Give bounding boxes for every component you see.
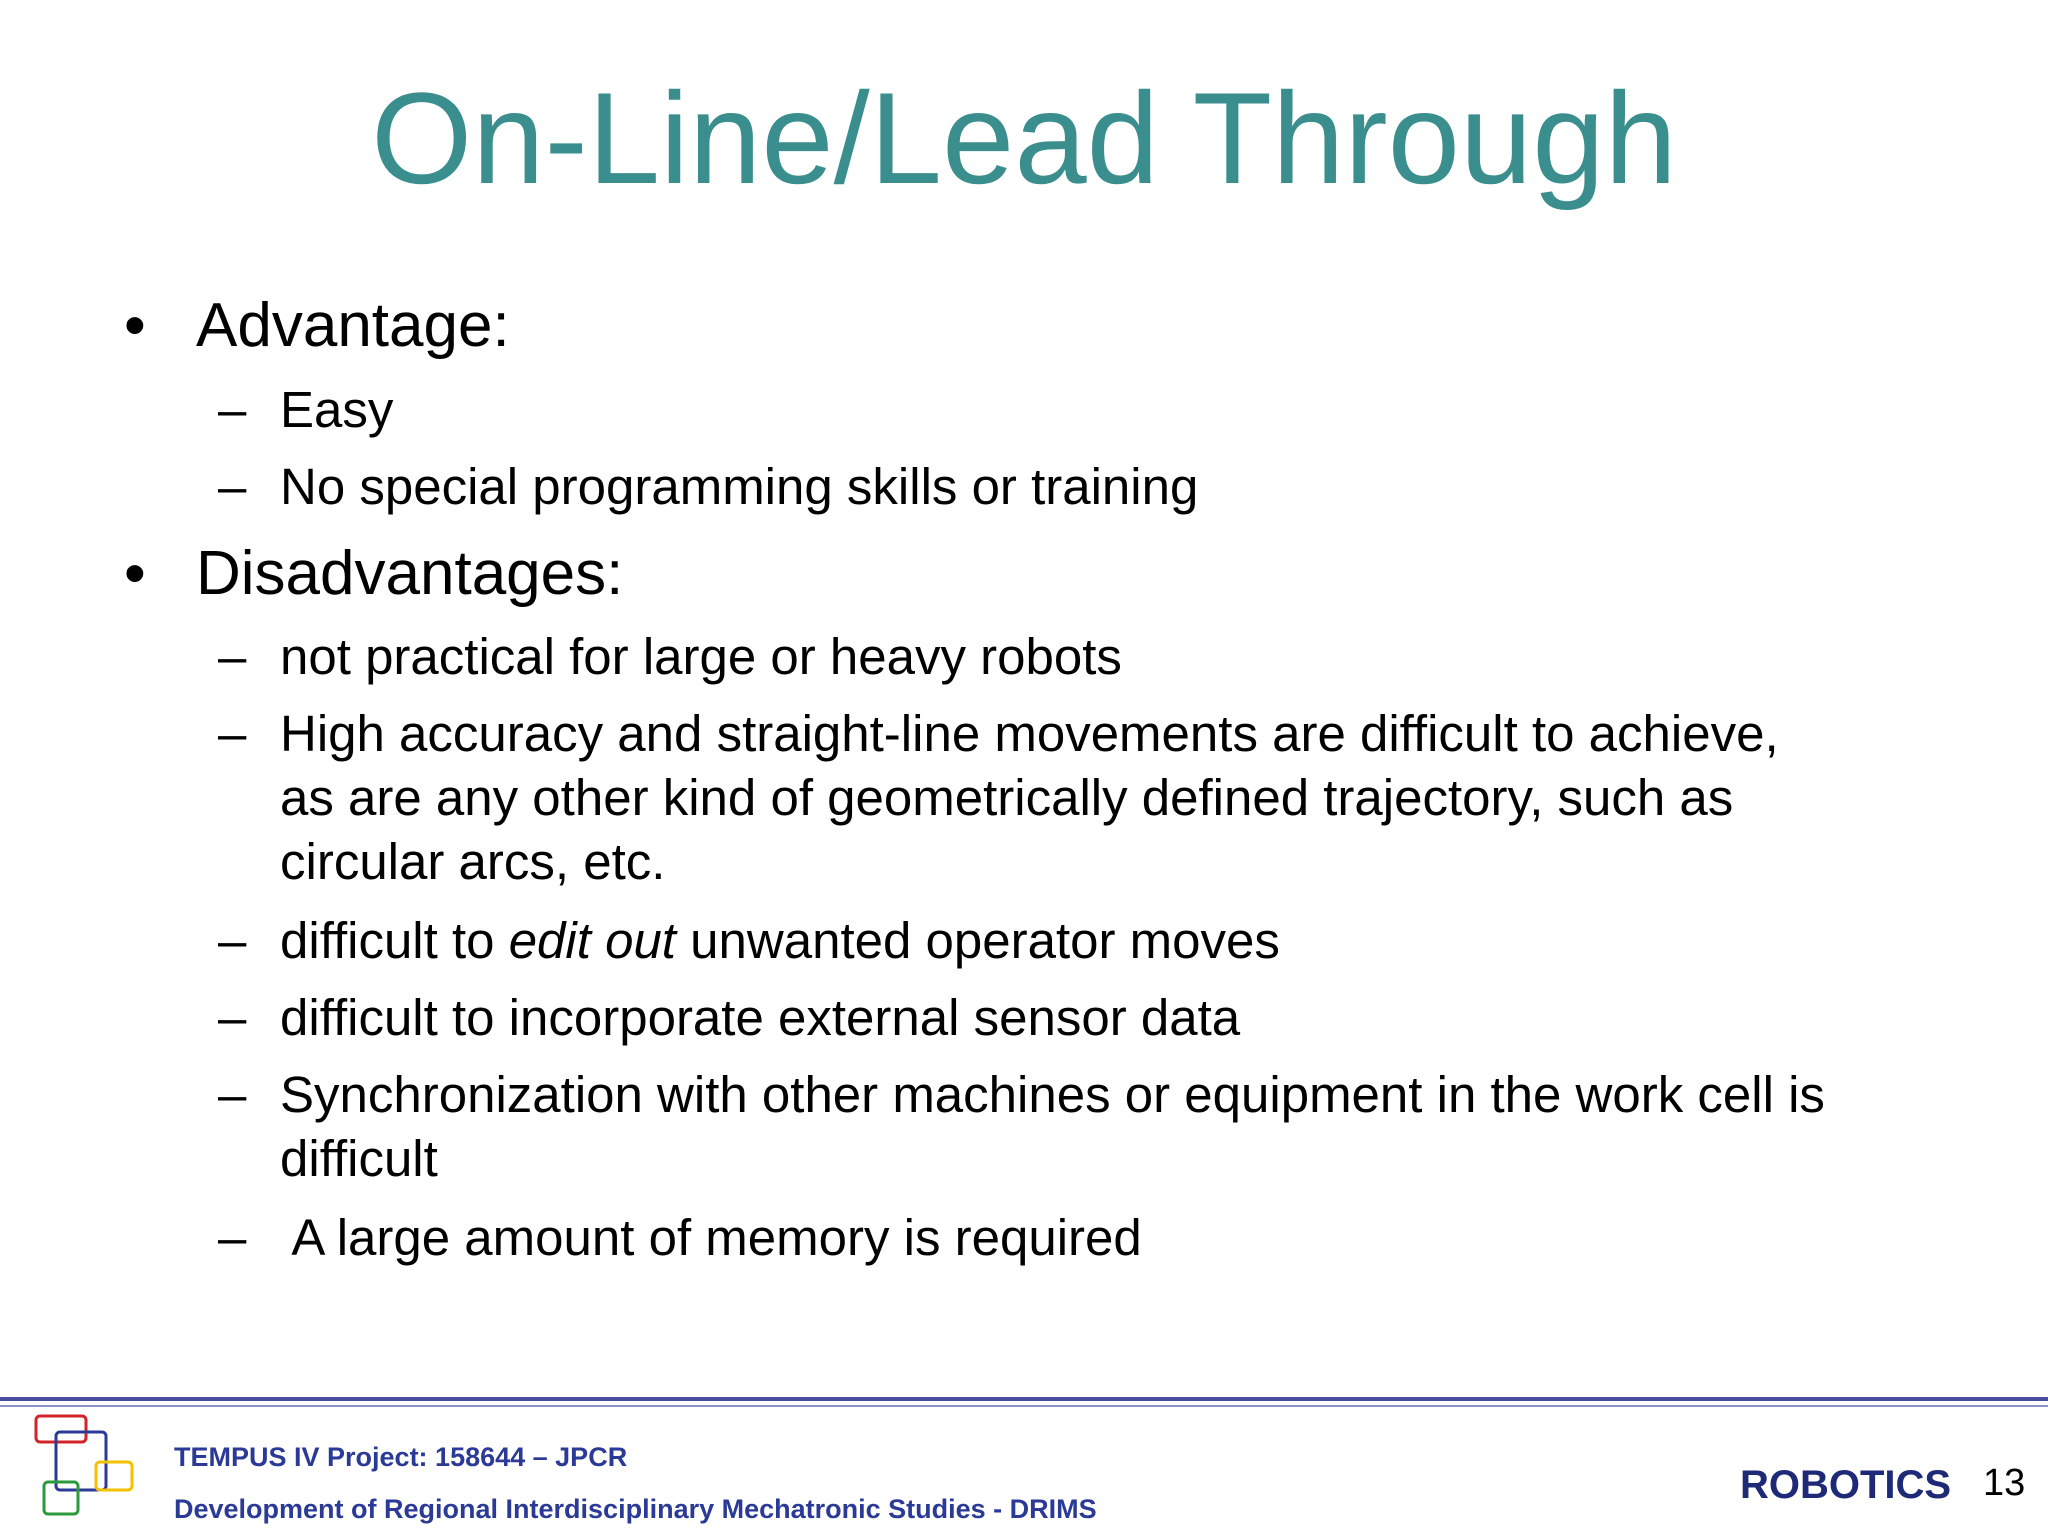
- footer-project: TEMPUS IV Project: 158644 – JPCR: [174, 1442, 628, 1472]
- dash: –: [218, 628, 247, 685]
- dash: –: [218, 705, 247, 762]
- dash: –: [218, 458, 247, 515]
- disadvantage-item-text-line-1: Synchronization with other machines or equipment in the work cell is: [280, 1066, 1825, 1123]
- disadvantage-item-text-line-1: High accuracy and straight-line movements are difficult to achieve,: [280, 705, 1779, 762]
- disadvantage-item-text: [280, 909, 1280, 973]
- text-part: difficult to: [280, 912, 509, 969]
- footer-divider-thin: [0, 1405, 2048, 1407]
- disadvantage-item-text: not practical for large or heavy robots: [280, 628, 1122, 685]
- text-part: unwanted operator moves: [675, 912, 1280, 969]
- bullet-dot: •: [124, 539, 146, 608]
- italic-text: edit out: [508, 912, 676, 969]
- disadvantage-item-text-line-2: difficult: [280, 1130, 438, 1187]
- brand-robotics: ROBOTICS: [1740, 1463, 1952, 1507]
- disadvantage-item-text-line-2: as are any other kind of geometrically defined trajectory, such as: [280, 769, 1734, 826]
- footer-divider: [0, 1397, 2048, 1401]
- tempus-logo-icon: [30, 1412, 140, 1522]
- footer-program: Development of Regional Interdisciplinary Mechatronic Studies - DRIMS: [174, 1494, 1097, 1524]
- dash: –: [218, 989, 247, 1046]
- dash: –: [218, 1209, 247, 1266]
- bullet-disadvantages-label: Disadvantages:: [196, 539, 624, 608]
- advantage-item-text: No special programming skills or training: [280, 458, 1199, 515]
- bullet-advantage-label: Advantage:: [196, 291, 510, 360]
- dash: –: [218, 1066, 247, 1123]
- slide-title: On-Line/Lead Through: [371, 65, 1677, 211]
- disadvantage-item-text: A large amount of memory is required: [280, 1209, 1142, 1266]
- disadvantage-item-text-line-3: circular arcs, etc.: [280, 833, 666, 890]
- disadvantage-item-text: difficult to incorporate external sensor data: [280, 989, 1241, 1046]
- bullet-dot: •: [124, 291, 146, 360]
- dash: –: [218, 381, 247, 438]
- advantage-item-text: Easy: [280, 381, 394, 438]
- dash: –: [218, 912, 247, 969]
- page-number: 13: [1983, 1462, 2026, 1504]
